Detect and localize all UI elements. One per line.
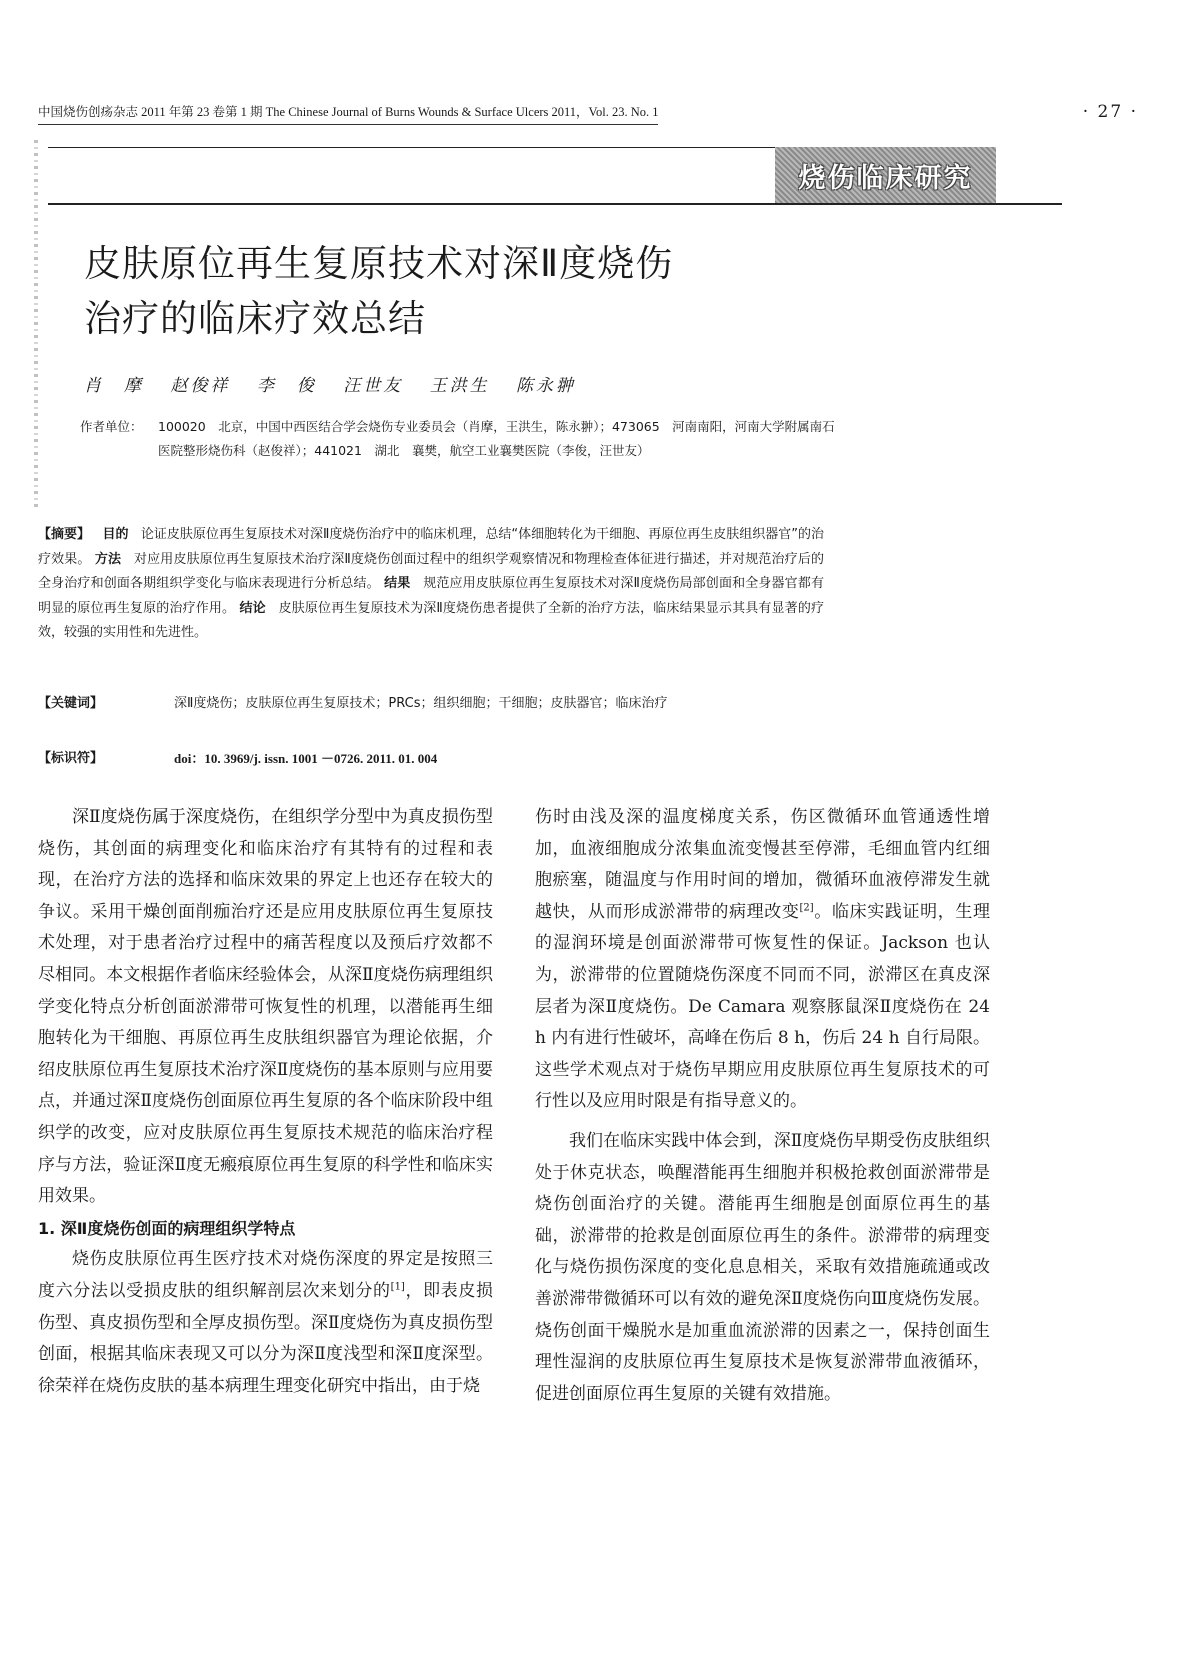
- body-text: ，即表皮损伤型、真皮损伤型和全厚皮损伤型。深Ⅱ度烧伤为真皮损伤型创面，根据其临床表现又可以分为深Ⅱ度浅型和深Ⅱ度深型。徐荣祥在烧伤皮肤的基本病理生理变化研究中指出，由于烧: [38, 1280, 494, 1396]
- affiliation-label: 作者单位：: [80, 419, 143, 434]
- body-text: 烧伤皮肤原位再生医疗技术对烧伤深度的界定是按照三度六分法以受损皮肤的组织解剖层次来划分的: [38, 1249, 493, 1301]
- page-number: · 27 ·: [1082, 102, 1138, 122]
- methods-text: 对应用皮肤原位再生复原技术治疗深Ⅱ度烧伤创面过程中的组织学观察情况和物理检查体征进行描述，并对规范治疗后的全身治疗和创面各期组织学变化与临床表现进行分析总结。: [38, 551, 824, 591]
- keywords: [0, 692, 786, 717]
- body-text: 伤时由浅及深的温度梯度关系，伤区微循环血管通透性增加，血液细胞成分浓集血流变慢甚至停滞，毛细血管内红细胞瘀塞，随温度与作用时间的增加，微循环血液停滞发生就越快，从而形成淤滞带的病理改变: [535, 807, 990, 922]
- results-text: 规范应用皮肤原位再生复原技术对深Ⅱ度烧伤局部创面和全身器官都有明显的原位再生复原的治疗作用。: [38, 576, 824, 616]
- keywords-label: 【关键词】: [38, 696, 104, 711]
- body-column-right: [535, 802, 990, 1410]
- affiliation: [80, 415, 840, 463]
- title-line-1: 皮肤原位再生复原技术对深Ⅱ度烧伤: [84, 242, 674, 285]
- body-paragraph: 我们在临床实践中体会到，深Ⅱ度烧伤早期受伤皮肤组织处于休克状态，唤醒潜能再生细胞并积极抢救创面淤滞带是烧伤创面治疗的关键。潜能再生细胞是创面原位再生的基础，淤滞带的抢救是创面原位再生的条件。淤滞带的病理变化与烧伤损伤深度的变化息息相关，采取有效措施疏通或改善淤滞带微循环可以有效的避免深Ⅱ度烧伤向Ⅲ度烧伤发展。烧伤创面干燥脱水是加重血流淤滞的因素之一，保持创面生理性湿润的皮肤原位再生复原技术是恢复淤滞带血液循环，促进创面原位再生复原的关键有效措施。: [535, 1130, 990, 1404]
- identifier: [0, 747, 786, 773]
- doi-value: doi：10. 3969/j. issn. 1001 －0726. 2011. 01. 004: [174, 751, 438, 766]
- article-title: [84, 236, 904, 346]
- objective-label: 目的: [102, 527, 129, 542]
- abstract-label: 【摘要】: [38, 527, 91, 542]
- section-heading: 1. 深Ⅱ度烧伤创面的病理组织学特点: [38, 1218, 296, 1238]
- banner-bottom-rule: [48, 203, 1062, 205]
- citation-ref: [1]: [390, 1281, 405, 1293]
- journal-citation: 中国烧伤创疡杂志 2011 年第 23 卷第 1 期 The Chinese Journal of Burns Wounds & Surface Ulcers 2011，Vol. 23. No. 1: [38, 100, 658, 125]
- author-list: [84, 371, 784, 396]
- affiliation-text: 100020 北京，中国中西医结合学会烧伤专业委员会（肖摩，王洪生，陈永翀）；473065 河南南阳，河南大学附属南石医院整形烧伤科（赵俊祥）；441021 湖北 襄樊，航空工业襄樊医院（李俊，汪世友）: [158, 419, 835, 458]
- column-banner-label: 烧伤临床研究: [798, 162, 973, 194]
- body-column-left: [38, 802, 493, 1402]
- title-line-2: 治疗的临床疗效总结: [84, 297, 426, 340]
- running-header: [38, 100, 1138, 124]
- column-banner: [775, 147, 996, 203]
- identifier-label: 【标识符】: [38, 751, 104, 766]
- keywords-text: 深Ⅱ度烧伤；皮肤原位再生复原技术；PRCs；组织细胞；干细胞；皮肤器官；临床治疗: [174, 696, 668, 711]
- conclusion-text: 皮肤原位再生复原技术为深Ⅱ度烧伤患者提供了全新的治疗方法，临床结果显示其具有显著的疗效，较强的实用性和先进性。: [38, 600, 824, 640]
- author: 王洪生: [429, 376, 490, 396]
- author: 肖 摩: [84, 376, 144, 396]
- author: 赵俊祥: [170, 376, 231, 396]
- author: 李 俊: [256, 376, 317, 396]
- methods-label: 方法: [94, 551, 122, 567]
- objective-text: 论证皮肤原位再生复原技术对深Ⅱ度烧伤治疗中的临床机理，总结“体细胞转化为干细胞、再原位再生皮肤组织器官”的治疗效果。: [38, 527, 824, 567]
- author: 陈永翀: [516, 376, 577, 396]
- conclusion-label: 结论: [239, 600, 266, 616]
- scan-edge-artifact: [34, 140, 38, 510]
- body-paragraph: [535, 802, 990, 1118]
- abstract: [38, 523, 824, 646]
- body-paragraph: 深Ⅱ度烧伤属于深度烧伤，在组织学分型中为真皮损伤型烧伤，其创面的病理变化和临床治疗有其特有的过程和表现，在治疗方法的选择和临床效果的界定上也还存在较大的争议。采用干燥创面削痂治疗还是应用皮肤原位再生复原技术处理，对于患者治疗过程中的痛苦程度以及预后疗效都不尽相同。本文根据作者临床经验体会，从深Ⅱ度烧伤病理组织学变化特点分析创面淤滞带可恢复性的机理，以潜能再生细胞转化为干细胞、再原位再生皮肤组织器官为理论依据，介绍皮肤原位再生复原技术治疗深Ⅱ度烧伤的基本原则与应用要点，并通过深Ⅱ度烧伤创面原位再生复原的各个临床阶段中组织学的改变，应对皮肤原位再生复原技术规范的临床治疗程序与方法，验证深Ⅱ度无瘢痕原位再生复原的科学性和临床实用效果。: [38, 807, 493, 1207]
- body-text: 。临床实践证明，生理的湿润环境是创面淤滞带可恢复性的保证。Jackson 也认为，淤滞带的位置随烧伤深度不同而不同，淤滞区在真皮深层者为深Ⅱ度烧伤。De Camara 观察豚鼠深Ⅱ度烧伤在 24 h 内有进行性破坏，高峰在伤后 8 h，伤后 24 h 自行局限。这些学术观点对于烧伤早期应用皮肤原位再生复原技术的可行性以及应用时限是有指导意义的。: [535, 901, 991, 1112]
- results-label: 结果: [384, 576, 411, 591]
- citation-ref: [2]: [799, 902, 814, 914]
- body-paragraph: [38, 1244, 493, 1402]
- author: 汪世友: [343, 376, 404, 396]
